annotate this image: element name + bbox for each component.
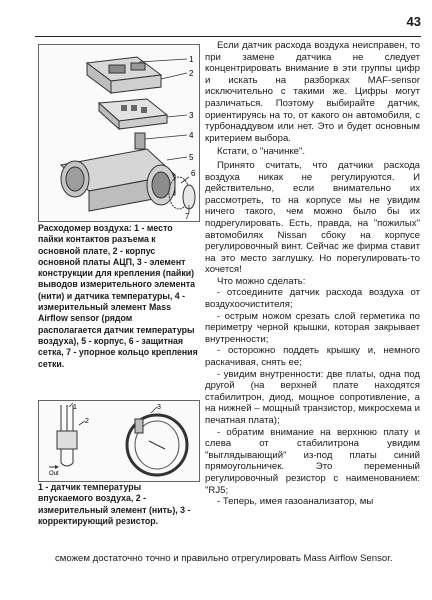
paragraph-2: Кстати, о "начинке". — [217, 146, 306, 158]
paragraph-4: Что можно сделать: — [217, 275, 306, 287]
list-item: - увидим внутренности: две платы, одна под другой (на верхней плате находятся стабилитрон, диод, мощное сопротивление, а на нижней – мощный транзистор, микросхема и печатная плата); — [205, 368, 420, 426]
out-label: Out — [49, 471, 59, 477]
steps-list — [205, 287, 420, 507]
figure-caption-1: Расходомер воздуха: 1 - место пайки контактов разъема к основной плате, 2 - корпус основной платы АЦП, 3 - элемент конструкции для крепления (пайки) выводов измерительного элемента (нити) и датчика температуры, 4 - измерительный элемент Mass Airflow sensor (рядом располагается датчик температуры воздуха), 5 - корпус, 6 - защитная сетка, 7 - упорное кольцо крепления сетки. — [38, 223, 198, 369]
label-3: 3 — [157, 404, 161, 411]
label-1: 1 — [73, 404, 77, 411]
header-rule — [35, 36, 421, 37]
element-schematic — [49, 405, 77, 477]
label-2: 2 — [85, 418, 89, 425]
body-tube-drawing — [61, 149, 195, 211]
label-2: 2 — [189, 69, 194, 78]
ring-schematic — [127, 415, 187, 475]
label-1: 1 — [189, 55, 194, 64]
list-item: - острым ножом срезать слой герметика по периметру черной крышки, которая закрывает внутренности; — [205, 310, 420, 345]
connector-plate-drawing — [87, 57, 161, 93]
label-3: 3 — [189, 111, 194, 120]
continuation-text: сможем достаточно точно и правильно отрегулировать Mass Airflow Sensor. — [55, 553, 393, 564]
label-5: 5 — [189, 153, 194, 162]
list-item: - осторожно поддеть крышку и, немного раскачивая, снять ее; — [205, 345, 420, 369]
label-4: 4 — [189, 131, 194, 140]
maf-sensor-illustration — [39, 45, 199, 221]
page-number: 43 — [406, 14, 421, 29]
label-6: 6 — [191, 169, 196, 178]
paragraph-3: Принято считать, что датчики расхода воздуха никак не регулируются. И действительно, если внимательно их рассмотреть, то на корпусе мы не увидим ничего такого, чем можно было бы их подрегулировать. Есть, правда, на "пожилых" автомобилях Nissan сбоку на корпусе регулировочный винт. Сейчас же фирма ставит на это место заглушку. Но порегулировать-то хочется! — [205, 159, 420, 276]
body-text — [205, 40, 420, 508]
figure-caption-2: 1 - датчик температуры впускаемого воздуха, 2 - измерительный элемент (нить), 3 - корректирующий резистор. — [38, 482, 191, 526]
sensor-element-illustration — [39, 401, 199, 481]
list-item: - отсоедините датчик расхода воздуха от воздухоочистителя; — [205, 287, 420, 311]
list-item: - обратим внимание на верхнюю плату и слева от стабилитрона увидим "выглядывающий" из-под платы синий прямоугольничек. Это переменный регулировочный резистор с наименованием: "RJ5; — [205, 426, 420, 496]
label-7: 7 — [185, 212, 190, 221]
board-drawing — [99, 99, 167, 129]
figure-maf-sensor — [38, 44, 200, 222]
figure-sensor-element — [38, 400, 200, 482]
list-item: - Теперь, имея газоанализатор, мы — [217, 496, 374, 508]
paragraph-1: Если датчик расхода воздуха неисправен, то при замене датчика не следует концентрировать внимание в эти группы цифр и искать на разборках MAF-sensor исключительно с такими же. Цифры могут различаться. Поэтому выбирайте датчик, ориентируясь на то, от какого он автомобиля, с турбонаддувом или нет. Это и будет основным критерием выбора. — [205, 40, 420, 144]
